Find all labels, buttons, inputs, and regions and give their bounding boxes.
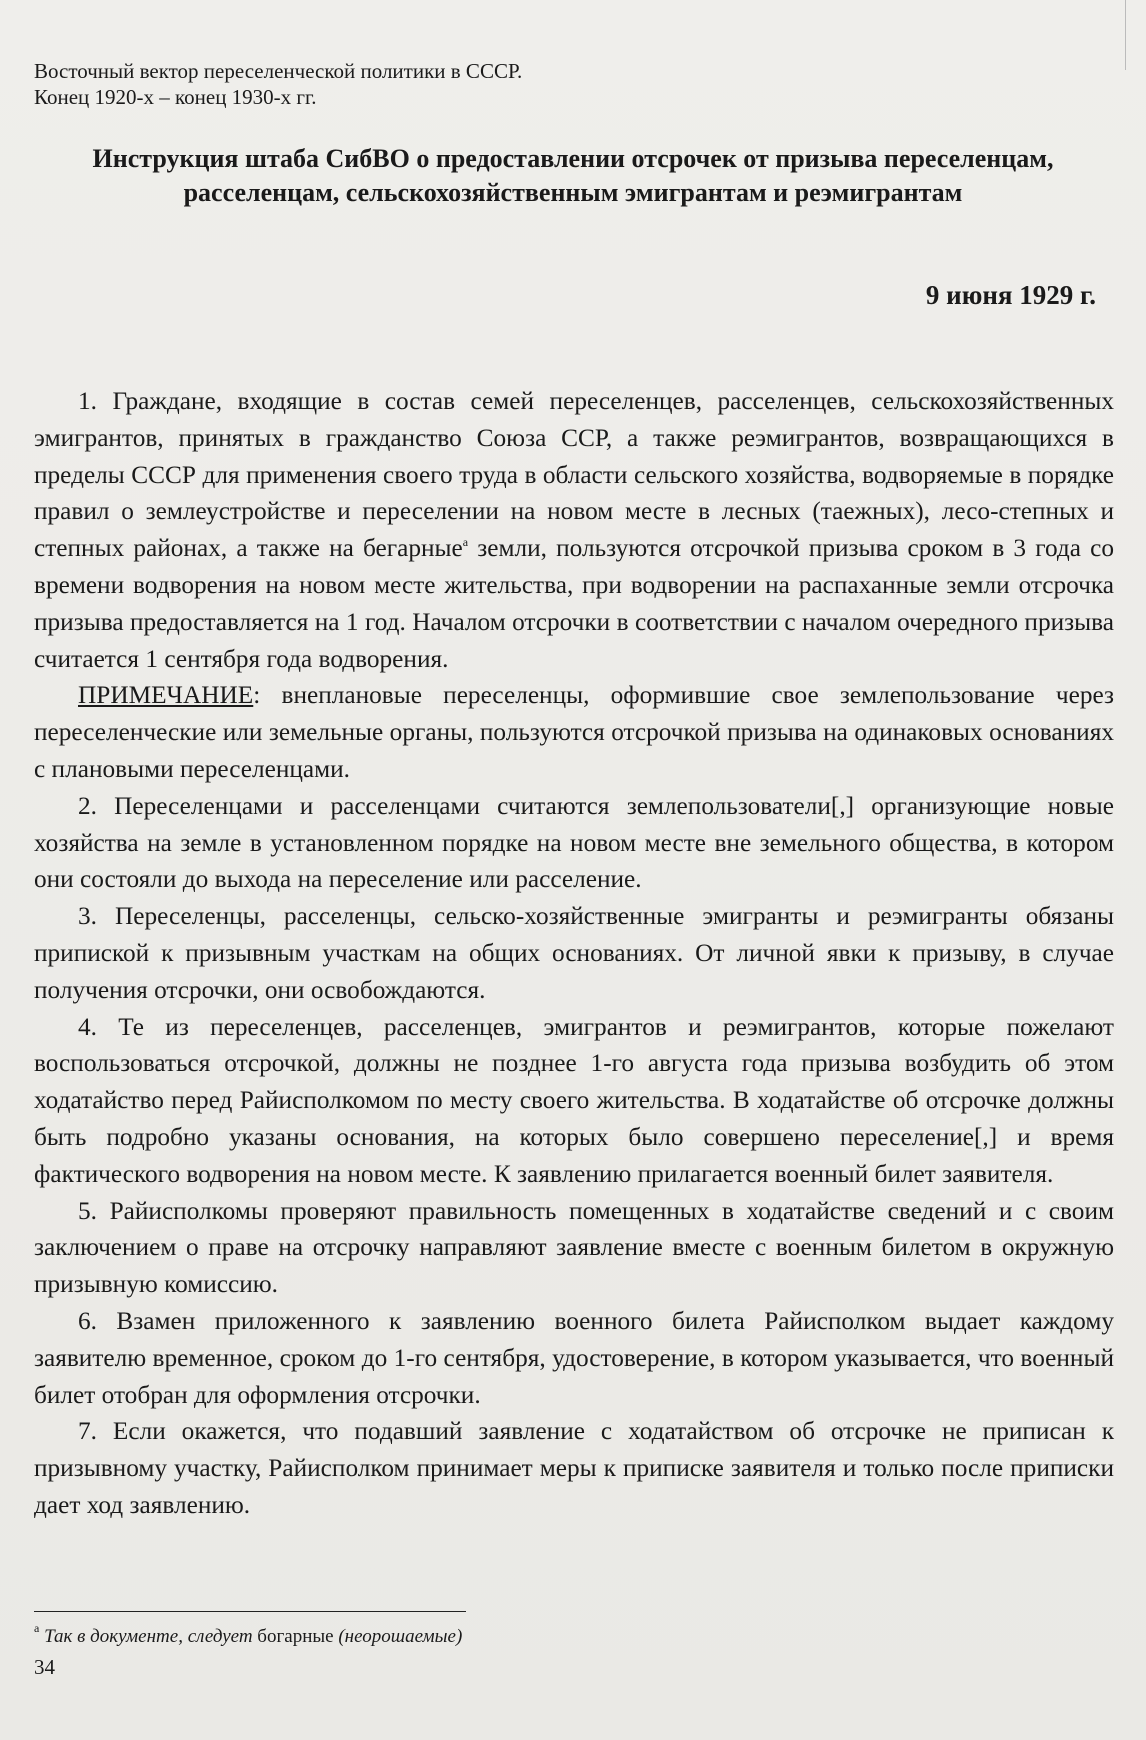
footnote-italic-1: Так в документе, следует — [39, 1626, 258, 1647]
running-head-line-2: Конец 1920-х – конец 1930-х гг. — [34, 85, 317, 109]
note-text: : внеплановые переселенцы, оформившие свое землепользование через переселенческие или земельные органы, пользуются отсрочкой призыва на одинаковых основаниях с плановыми переселенцами. — [34, 681, 1114, 783]
running-head-line-1: Восточный вектор переселенческой политики в СССР. — [34, 59, 523, 83]
note-label: ПРИМЕЧАНИЕ — [78, 681, 254, 710]
footnote-marker: а — [462, 535, 469, 550]
paragraph-7: 7. Если окажется, что подавший заявление с ходатайством об отсрочке не приписан к призывному участку, Райисполком принимает меры к приписке заявителя и только после приписки дает ход заявлению. — [34, 1417, 1114, 1519]
running-head — [34, 58, 734, 110]
document-body — [34, 383, 1114, 1524]
footnote-word: богарные — [257, 1626, 334, 1647]
footnote-italic-2: (неорошаемые) — [333, 1626, 463, 1647]
paragraph-1-part-a: 1. Граждане, входящие в состав семей переселенцев, расселенцев, сельскохозяйственных эмигрантов, принятых в гражданство Союза ССР, а также реэмигрантов, возвращающихся в пределы СССР для применения своего труда в области сельского хозяйства, водворяемые в порядке правил о землеустройстве и переселении на новом месте в лесных (таежных), лесо-степных и степных районах, а также на бегарные — [34, 387, 1114, 563]
footnote-separator — [34, 1611, 466, 1612]
note-paragraph — [34, 677, 1114, 787]
paragraph-4: 4. Те из переселенцев, расселенцев, эмигрантов и реэмигрантов, которые пожелают воспользоваться отсрочкой, должны не позднее 1-го августа года призыва возбудить об этом ходатайство перед Райисполкомом по месту своего жительства. В ходатайстве об отсрочке должны быть подробно указаны основания, на которых было совершено переселение[,] и время фактического водворения на новом месте. К заявлению прилагается военный билет заявителя. — [34, 1012, 1114, 1188]
paragraph-5: 5. Райисполкомы проверяют правильность помещенных в ходатайстве сведений и с своим заключением о праве на отсрочку направляют заявление вместе с военным билетом в окружную призывную комиссию. — [34, 1196, 1114, 1299]
document-title: Инструкция штаба СибВО о предоставлении отсрочек от призыва переселенцам, расселенцам, сельскохозяйственным эмигрантам и реэмигрантам — [92, 144, 1054, 207]
page-edge-line — [1125, 0, 1126, 70]
paragraph-6: 6. Взамен приложенного к заявлению военного билета Райисполком выдает каждому заявителю временное, сроком до 1-го сентября, удостоверение, в котором указывается, что военный билет отобран для оформления отсрочки. — [34, 1306, 1114, 1409]
footnote-mark: а — [34, 1621, 40, 1635]
paragraph-3: 3. Переселенцы, расселенцы, сельско-хозяйственные эмигранты и реэмигранты обязаны припиской к призывным участкам на общих основаниях. От личной явки к призыву, в случае получения отсрочки, они освобождаются. — [34, 902, 1114, 1004]
paragraph-1 — [34, 383, 1114, 677]
document-date: 9 июня 1929 г. — [925, 280, 1096, 310]
paragraph-2: 2. Переселенцами и расселенцами считаются землепользователи[,] организующие новые хозяйства на земле в установленном порядке на новом месте вне земельного общества, в котором они состояли до выхода на переселение или расселение. — [34, 791, 1114, 894]
paragraph-1-part-b: земли, пользуются отсрочкой призыва сроком в 3 года со времени водворения на новом месте жительства, при водворении на распаханные земли отсрочка призыва предоставляется на 1 год. Началом отсрочки в соответствии с началом очередного призыва считается 1 сентября года водворения. — [34, 534, 1114, 673]
footnote — [34, 1621, 934, 1649]
page-number: 34 — [34, 1655, 55, 1679]
